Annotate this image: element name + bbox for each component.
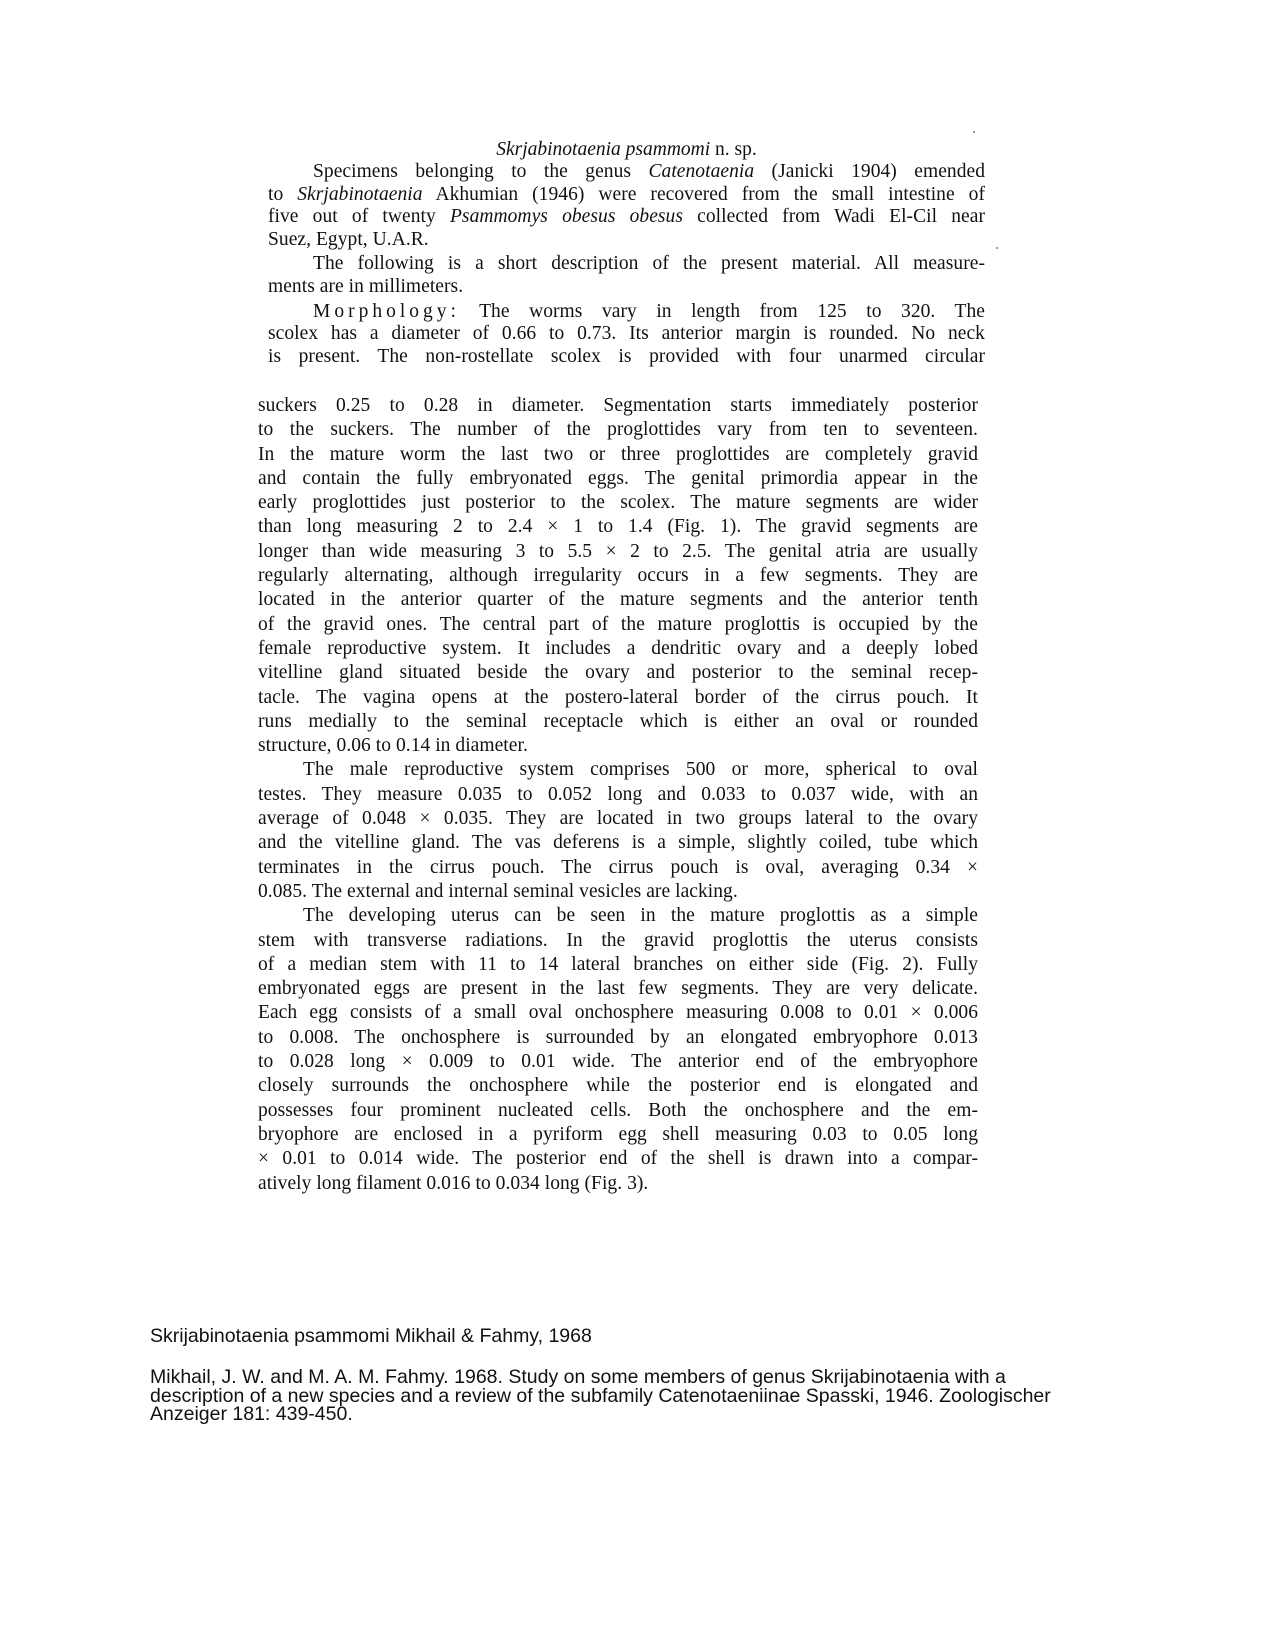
text-line: suckers 0.25 to 0.28 in diameter. Segmentation starts immediately posterior [258,395,978,416]
scan-speck [996,247,998,249]
text-line: regularly alternating, although irregularity occurs in a few segments. They are [258,565,978,587]
morphology-paragraph [268,301,985,369]
text-line: The developing uterus can be seen in the mature proglottis as a simple [303,905,978,927]
text-line: of a median stem with 11 to 14 lateral branches on either side (Fig. 2). Fully [258,953,978,975]
measurement-note-paragraph [268,253,985,298]
text-run: collected from Wadi El-Cil near [683,206,985,228]
text-line: The following is a short description of the present material. All measure- [313,253,985,275]
text-line: runs medially to the seminal receptacle which is either an oval or rounded [258,710,978,732]
text-run: Suez, Egypt, U.A.R. [268,228,429,250]
text-line: is present. The non-rostellate scolex is provided with four unarmed circular [268,345,985,367]
text-line: than long measuring 2 to 2.4 × 1 to 1.4 (Fig. 1). The gravid segments are [258,516,978,538]
text-line: The male reproductive system comprises 500 or more, spherical to oval [303,759,978,781]
species-title-suffix: n. sp. [710,139,757,160]
species-title [268,138,985,162]
text-line: vitelline gland situated beside the ovary and posterior to the seminal recep- [258,662,978,684]
text-run: Akhumian (1946) were recovered from the small intestine of [422,183,985,205]
text-run: to [268,183,298,205]
text-line [268,301,985,324]
text-line: In the mature worm the last two or three proglottides are completely gravid [258,443,978,465]
text-line: stem with transverse radiations. In the gravid proglottis the uterus consists [258,929,978,951]
text-line: average of 0.048 × 0.035. They are located in two groups lateral to the ovary [258,808,978,830]
text-line: of the gravid ones. The central part of the mature proglottis is occupied by the [258,613,978,635]
text-line: Each egg consists of a small oval onchosphere measuring 0.008 to 0.01 × 0.006 [258,1002,978,1024]
text-line: closely surrounds the onchosphere while the posterior end is elongated and [258,1075,978,1097]
text-line: to 0.008. The onchosphere is surrounded by an elongated embryophore 0.013 [258,1026,978,1048]
text-line: and the vitelline gland. The vas deferens is a simple, slightly coiled, tube which [258,832,978,854]
text-line: scolex has a diameter of 0.66 to 0.73. Its anterior margin is rounded. No neck [268,323,985,345]
text-line: female reproductive system. It includes a dendritic ovary and a deeply lobed [258,637,978,659]
description-text-block [258,394,978,1196]
text-line: and contain the fully embryonated eggs. The genital primordia appear in the [258,467,978,489]
text-line: terminates in the cirrus pouch. The cirrus pouch is oval, averaging 0.34 × [258,856,978,878]
text-line: 0.085. The external and internal seminal vesicles are lacking. [258,880,738,902]
text-line: to the suckers. The number of the proglottides vary from ten to seventeen. [258,419,978,441]
text-line: testes. They measure 0.035 to 0.052 long and 0.033 to 0.037 wide, with an [258,783,978,805]
taxon-name: Psammomys obesus obesus [449,206,684,228]
text-line: embryonated eggs are present in the last few segments. They are very delicate. [258,978,978,1000]
text-line: structure, 0.06 to 0.14 in diameter. [258,735,528,757]
text-line [268,206,985,229]
text-line: longer than wide measuring 3 to 5.5 × 2 to 2.5. The genital atria are usually [258,540,978,562]
text-line: to 0.028 long × 0.009 to 0.01 wide. The anterior end of the embryophore [258,1051,978,1073]
text-line: located in the anterior quarter of the mature segments and the anterior tenth [258,589,978,611]
text-line: tacle. The vagina opens at the postero-lateral border of the cirrus pouch. It [258,686,978,708]
text-line: × 0.01 to 0.014 wide. The posterior end of the shell is drawn into a compar- [258,1148,978,1170]
species-title-name: Skrjabinotaenia psammomi [496,139,711,160]
footer-caption: Skrijabinotaenia psammomi Mikhail & Fahmy, 1968 [150,1325,592,1347]
text-line [268,229,985,252]
text-line [268,184,985,207]
morphology-heading: Morphology: [313,300,460,322]
text-run: (Janicki 1904) emended [754,161,986,182]
taxon-name: Catenotaenia [648,161,755,182]
text-line: ments are in millimeters. [268,275,464,297]
citation-line: Mikhail, J. W. and M. A. M. Fahmy. 1968. Study on some members of genus Skrijabinotaenia with a [150,1366,1006,1388]
intro-paragraph [268,161,985,251]
text-run: five out of twenty [268,206,450,228]
text-line: possesses four prominent nucleated cells. Both the onchosphere and the em- [258,1099,978,1121]
text-run: Specimens belonging to the genus [313,161,649,182]
footer-citation [150,1368,1210,1424]
text-line [268,161,985,184]
text-run: The worms vary in length from 125 to 320. The [459,300,985,322]
text-line: atively long filament 0.016 to 0.034 long (Fig. 3). [258,1172,649,1194]
citation-line: Anzeiger 181: 439-450. [150,1403,353,1425]
scan-speck [973,131,975,133]
citation-line: description of a new species and a review of the subfamily Catenotaeniinae Spasski, 1946. Zoologischer [150,1384,1051,1407]
text-line: early proglottides just posterior to the scolex. The mature segments are wider [258,492,978,514]
text-line: bryophore are enclosed in a pyriform egg shell measuring 0.03 to 0.05 long [258,1123,978,1145]
taxon-name: Skrjabinotaenia [297,183,423,205]
intro-text-block [268,161,985,368]
